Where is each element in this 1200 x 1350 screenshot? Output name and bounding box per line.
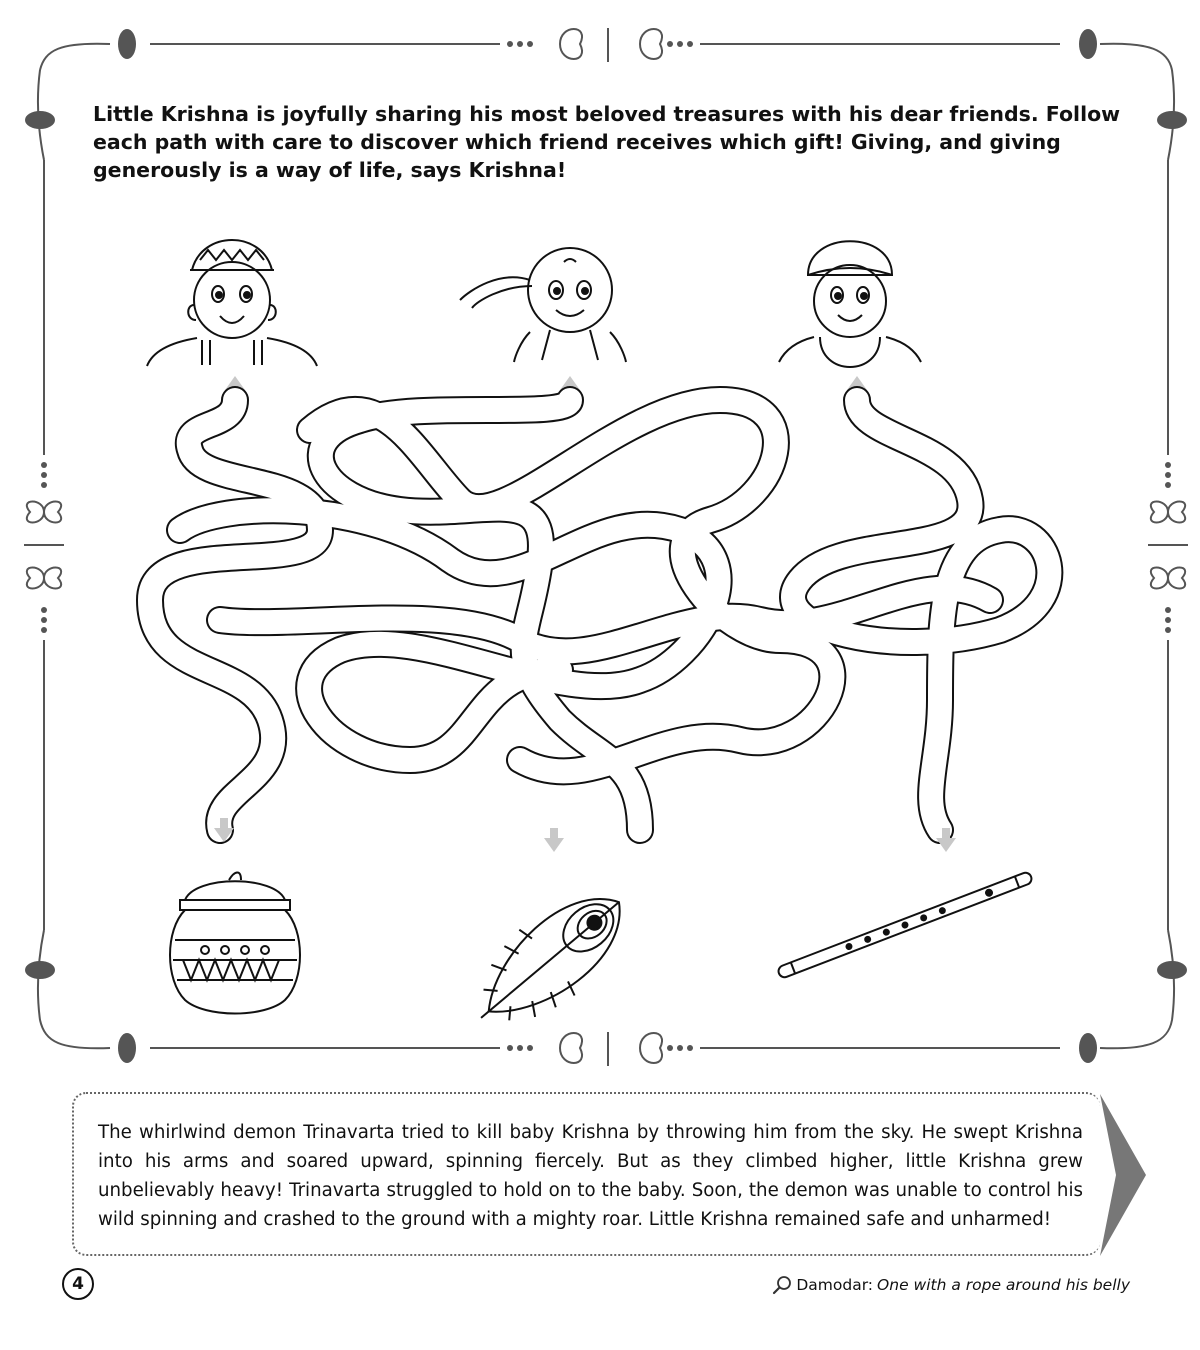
friend-boy-cap-icon xyxy=(779,241,921,367)
friend-boy-turban-icon xyxy=(147,240,317,366)
footnote xyxy=(772,1275,1130,1295)
footnote-meaning: One with a rope around his belly xyxy=(877,1276,1130,1294)
peacock-feather-icon xyxy=(453,869,646,1040)
friend-boy-topknot-icon xyxy=(460,248,626,362)
page-number: 4 xyxy=(62,1268,94,1300)
butter-pot-icon xyxy=(170,873,300,1014)
next-arrow-icon xyxy=(1096,1090,1152,1260)
tangled-paths xyxy=(150,400,1049,830)
footnote-name: Damodar: xyxy=(796,1276,874,1294)
instructions-text: Little Krishna is joyfully sharing his most beloved treasures with his dear friends. Follow each path with care to discover which friend receives which gift! Giving, and giving generously is a way of life, says Krishna! xyxy=(93,102,1121,182)
arrow-down-markers xyxy=(214,818,956,852)
story-text: The whirlwind demon Trinavarta tried to kill baby Krishna by throwing him from the sky. He swept Krishna into his arms and soared upward, spinning fiercely. But as they climbed higher, little Krishna grew unbelievably heavy! Trinavarta struggled to hold on to the baby. Soon, the demon was unable to control his wild spinning and crashed to the ground with a mighty roar. Little Krishna remained safe and unharmed! xyxy=(98,1122,1083,1230)
magnifier-icon xyxy=(772,1275,792,1295)
flute-icon xyxy=(777,871,1033,979)
maze-area xyxy=(120,200,1080,1040)
